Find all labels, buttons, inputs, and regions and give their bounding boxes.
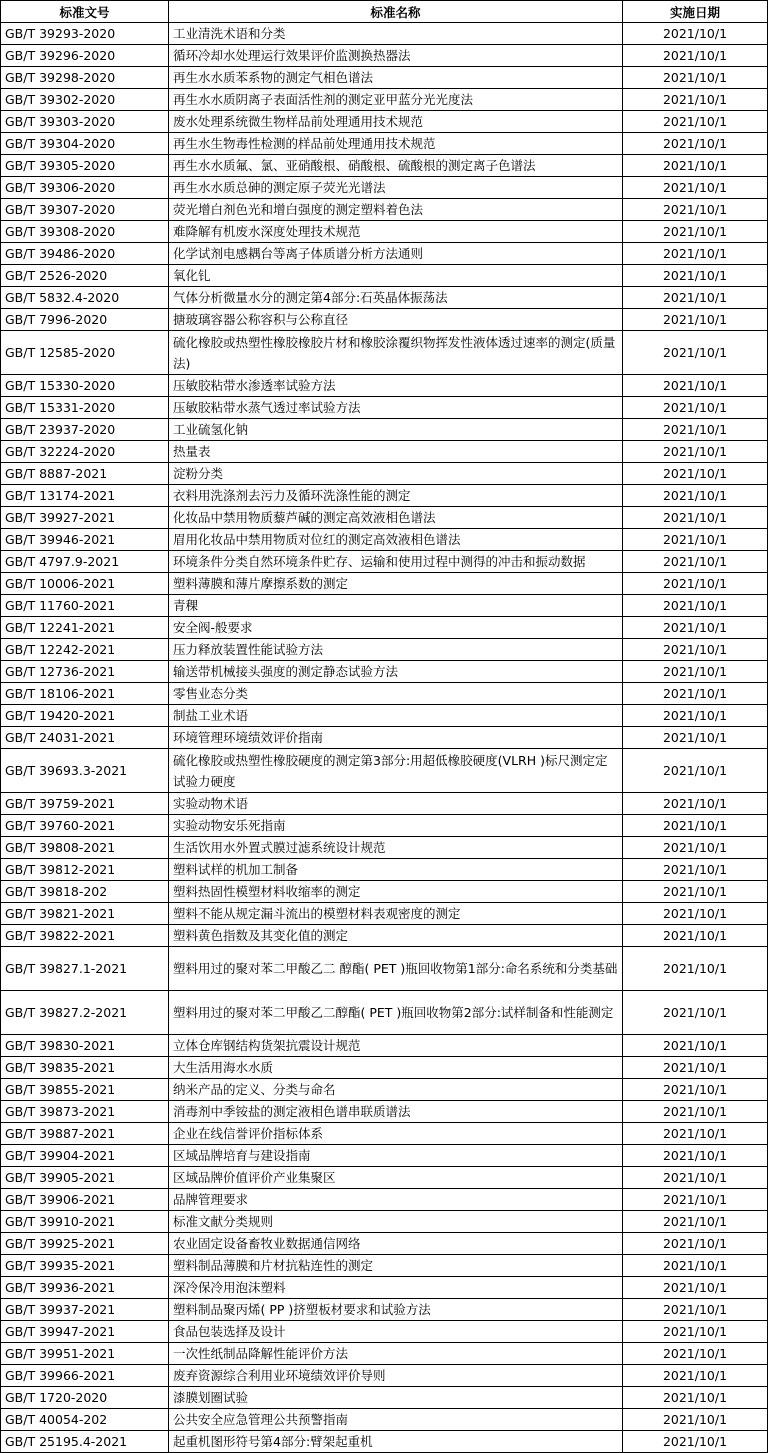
cell-effective-date: 2021/10/1 xyxy=(623,1233,768,1255)
cell-standard-name: 塑料试样的机加工制备 xyxy=(169,859,623,881)
cell-standard-code: GB/T 12736-2021 xyxy=(1,661,169,683)
cell-effective-date: 2021/10/1 xyxy=(623,1101,768,1123)
cell-effective-date: 2021/10/1 xyxy=(623,419,768,441)
cell-standard-name: 制盐工业术语 xyxy=(169,705,623,727)
table-row xyxy=(1,1211,768,1233)
cell-standard-name: 大生活用海水水质 xyxy=(169,1057,623,1079)
cell-standard-code: GB/T 12585-2020 xyxy=(1,331,169,375)
cell-standard-name: 废弃资源综合利用业环境绩效评价导则 xyxy=(169,1365,623,1387)
cell-effective-date: 2021/10/1 xyxy=(623,463,768,485)
cell-effective-date: 2021/10/1 xyxy=(623,155,768,177)
table-row xyxy=(1,1035,768,1057)
cell-standard-code: GB/T 12241-2021 xyxy=(1,617,169,639)
cell-standard-name: 工业硫氢化钠 xyxy=(169,419,623,441)
cell-effective-date: 2021/10/1 xyxy=(623,1321,768,1343)
table-row xyxy=(1,837,768,859)
cell-effective-date: 2021/10/1 xyxy=(623,111,768,133)
cell-standard-code: GB/T 18106-2021 xyxy=(1,683,169,705)
cell-standard-name: 塑料用过的聚对苯二甲酸乙二醇酯( PET )瓶回收物第2部分:试样制备和性能测定 xyxy=(169,991,623,1035)
cell-standard-code: GB/T 39937-2021 xyxy=(1,1299,169,1321)
cell-effective-date: 2021/10/1 xyxy=(623,683,768,705)
cell-effective-date: 2021/10/1 xyxy=(623,925,768,947)
cell-effective-date: 2021/10/1 xyxy=(623,221,768,243)
cell-effective-date: 2021/10/1 xyxy=(623,331,768,375)
table-row xyxy=(1,45,768,67)
cell-effective-date: 2021/10/1 xyxy=(623,243,768,265)
table-row xyxy=(1,903,768,925)
table-row xyxy=(1,463,768,485)
cell-standard-name: 衣料用洗涤剂去污力及循环洗涤性能的测定 xyxy=(169,485,623,507)
cell-effective-date: 2021/10/1 xyxy=(623,89,768,111)
cell-effective-date: 2021/10/1 xyxy=(623,947,768,991)
table-row xyxy=(1,441,768,463)
cell-effective-date: 2021/10/1 xyxy=(623,1123,768,1145)
cell-effective-date: 2021/10/1 xyxy=(623,881,768,903)
cell-standard-code: GB/T 39951-2021 xyxy=(1,1343,169,1365)
cell-standard-code: GB/T 10006-2021 xyxy=(1,573,169,595)
table-row xyxy=(1,551,768,573)
cell-effective-date: 2021/10/1 xyxy=(623,661,768,683)
cell-standard-code: GB/T 39946-2021 xyxy=(1,529,169,551)
cell-standard-code: GB/T 39293-2020 xyxy=(1,23,169,45)
cell-standard-name: 立体仓库钢结构货架抗震设计规范 xyxy=(169,1035,623,1057)
cell-effective-date: 2021/10/1 xyxy=(623,1365,768,1387)
table-row xyxy=(1,639,768,661)
cell-standard-name: 再生水水质氟、氯、亚硝酸根、硝酸根、硫酸根的测定离子色谱法 xyxy=(169,155,623,177)
cell-standard-name: 荧光增白剂色光和增白强度的测定塑料着色法 xyxy=(169,199,623,221)
cell-standard-code: GB/T 39808-2021 xyxy=(1,837,169,859)
table-row xyxy=(1,1321,768,1343)
cell-effective-date: 2021/10/1 xyxy=(623,859,768,881)
cell-effective-date: 2021/10/1 xyxy=(623,375,768,397)
cell-standard-code: GB/T 4797.9-2021 xyxy=(1,551,169,573)
cell-effective-date: 2021/10/1 xyxy=(623,573,768,595)
cell-effective-date: 2021/10/1 xyxy=(623,1079,768,1101)
table-row xyxy=(1,155,768,177)
cell-standard-name: 青稞 xyxy=(169,595,623,617)
table-row xyxy=(1,1101,768,1123)
cell-standard-code: GB/T 39835-2021 xyxy=(1,1057,169,1079)
table-row xyxy=(1,859,768,881)
cell-standard-name: 再生水水质苯系物的测定气相色谱法 xyxy=(169,67,623,89)
table-row xyxy=(1,89,768,111)
cell-standard-name: 纳米产品的定义、分类与命名 xyxy=(169,1079,623,1101)
table-row xyxy=(1,507,768,529)
cell-standard-name: 区域品牌培育与建设指南 xyxy=(169,1145,623,1167)
cell-standard-code: GB/T 39947-2021 xyxy=(1,1321,169,1343)
cell-standard-code: GB/T 39298-2020 xyxy=(1,67,169,89)
cell-standard-code: GB/T 8887-2021 xyxy=(1,463,169,485)
cell-standard-name: 再生水水质总砷的测定原子荧光光谱法 xyxy=(169,177,623,199)
cell-standard-name: 农业固定设备畜牧业数据通信网络 xyxy=(169,1233,623,1255)
cell-standard-code: GB/T 7996-2020 xyxy=(1,309,169,331)
table-row xyxy=(1,705,768,727)
table-row xyxy=(1,1189,768,1211)
cell-standard-code: GB/T 39693.3-2021 xyxy=(1,749,169,793)
table-row xyxy=(1,287,768,309)
table-body xyxy=(1,23,768,1453)
table-row xyxy=(1,133,768,155)
cell-standard-name: 塑料薄膜和薄片摩擦系数的测定 xyxy=(169,573,623,595)
cell-standard-code: GB/T 39830-2021 xyxy=(1,1035,169,1057)
table-row xyxy=(1,1431,768,1453)
cell-standard-code: GB/T 39308-2020 xyxy=(1,221,169,243)
cell-standard-name: 标准文献分类规则 xyxy=(169,1211,623,1233)
cell-effective-date: 2021/10/1 xyxy=(623,309,768,331)
cell-effective-date: 2021/10/1 xyxy=(623,1299,768,1321)
cell-standard-code: GB/T 39307-2020 xyxy=(1,199,169,221)
cell-standard-code: GB/T 39925-2021 xyxy=(1,1233,169,1255)
cell-standard-name: 塑料不能从规定漏斗流出的模塑材料表观密度的测定 xyxy=(169,903,623,925)
cell-standard-name: 塑料热固性模塑材料收缩率的测定 xyxy=(169,881,623,903)
cell-standard-code: GB/T 2526-2020 xyxy=(1,265,169,287)
table-row xyxy=(1,617,768,639)
cell-effective-date: 2021/10/1 xyxy=(623,991,768,1035)
cell-standard-name: 塑料黄色指数及其变化值的测定 xyxy=(169,925,623,947)
cell-effective-date: 2021/10/1 xyxy=(623,903,768,925)
cell-standard-name: 环境条件分类自然环境条件贮存、运输和使用过程中测得的冲击和振动数据 xyxy=(169,551,623,573)
cell-effective-date: 2021/10/1 xyxy=(623,265,768,287)
cell-standard-name: 实验动物术语 xyxy=(169,793,623,815)
cell-standard-name: 难降解有机废水深度处理技术规范 xyxy=(169,221,623,243)
cell-standard-name: 压敏胶粘带水渗透率试验方法 xyxy=(169,375,623,397)
cell-effective-date: 2021/10/1 xyxy=(623,45,768,67)
cell-standard-code: GB/T 39927-2021 xyxy=(1,507,169,529)
cell-effective-date: 2021/10/1 xyxy=(623,837,768,859)
table-row xyxy=(1,221,768,243)
table-row xyxy=(1,1409,768,1431)
cell-standard-code: GB/T 39303-2020 xyxy=(1,111,169,133)
cell-standard-code: GB/T 39759-2021 xyxy=(1,793,169,815)
header-standard-name: 标准名称 xyxy=(169,1,623,23)
cell-standard-code: GB/T 24031-2021 xyxy=(1,727,169,749)
table-row xyxy=(1,529,768,551)
cell-effective-date: 2021/10/1 xyxy=(623,199,768,221)
cell-effective-date: 2021/10/1 xyxy=(623,595,768,617)
cell-effective-date: 2021/10/1 xyxy=(623,1387,768,1409)
table-row xyxy=(1,1387,768,1409)
table-row xyxy=(1,1233,768,1255)
cell-standard-code: GB/T 25195.4-2021 xyxy=(1,1431,169,1453)
cell-standard-name: 废水处理系统微生物样品前处理通用技术规范 xyxy=(169,111,623,133)
cell-standard-name: 淀粉分类 xyxy=(169,463,623,485)
table-header xyxy=(1,1,768,23)
cell-standard-name: 深冷保冷用泡沫塑料 xyxy=(169,1277,623,1299)
cell-standard-code: GB/T 39887-2021 xyxy=(1,1123,169,1145)
table-row xyxy=(1,595,768,617)
cell-standard-name: 安全阀-般要求 xyxy=(169,617,623,639)
cell-standard-name: 品牌管理要求 xyxy=(169,1189,623,1211)
header-row xyxy=(1,1,768,23)
table-row xyxy=(1,23,768,45)
cell-standard-name: 搪玻璃容器公称容积与公称直径 xyxy=(169,309,623,331)
cell-standard-name: 实验动物安乐死指南 xyxy=(169,815,623,837)
cell-standard-name: 塑料制品聚丙烯( PP )挤塑板材要求和试验方法 xyxy=(169,1299,623,1321)
cell-standard-code: GB/T 1720-2020 xyxy=(1,1387,169,1409)
cell-standard-code: GB/T 39296-2020 xyxy=(1,45,169,67)
cell-standard-name: 氧化钆 xyxy=(169,265,623,287)
cell-standard-code: GB/T 11760-2021 xyxy=(1,595,169,617)
cell-standard-name: 区域品牌价值评价产业集聚区 xyxy=(169,1167,623,1189)
table-row xyxy=(1,1145,768,1167)
cell-effective-date: 2021/10/1 xyxy=(623,1255,768,1277)
table-row xyxy=(1,727,768,749)
header-effective-date: 实施日期 xyxy=(623,1,768,23)
cell-effective-date: 2021/10/1 xyxy=(623,1189,768,1211)
cell-standard-name: 环境管理环境绩效评价指南 xyxy=(169,727,623,749)
cell-standard-code: GB/T 39905-2021 xyxy=(1,1167,169,1189)
table-row xyxy=(1,199,768,221)
cell-effective-date: 2021/10/1 xyxy=(623,551,768,573)
cell-effective-date: 2021/10/1 xyxy=(623,397,768,419)
cell-standard-name: 眉用化妆品中禁用物质对位红的测定高效液相色谱法 xyxy=(169,529,623,551)
cell-effective-date: 2021/10/1 xyxy=(623,1167,768,1189)
cell-effective-date: 2021/10/1 xyxy=(623,1431,768,1453)
cell-standard-name: 食品包装选择及设计 xyxy=(169,1321,623,1343)
cell-standard-code: GB/T 39904-2021 xyxy=(1,1145,169,1167)
cell-standard-code: GB/T 39306-2020 xyxy=(1,177,169,199)
cell-standard-name: 工业清洗术语和分类 xyxy=(169,23,623,45)
table-row xyxy=(1,1299,768,1321)
cell-standard-code: GB/T 39966-2021 xyxy=(1,1365,169,1387)
table-row xyxy=(1,331,768,375)
table-row xyxy=(1,485,768,507)
cell-standard-name: 硫化橡胶或热塑性橡胶橡胶片材和橡胶涂覆织物挥发性液体透过速率的测定(质量法) xyxy=(169,331,623,375)
cell-effective-date: 2021/10/1 xyxy=(623,1409,768,1431)
table-row xyxy=(1,793,768,815)
cell-standard-name: 循环冷却水处理运行效果评价监测换热器法 xyxy=(169,45,623,67)
table-row xyxy=(1,1343,768,1365)
cell-effective-date: 2021/10/1 xyxy=(623,793,768,815)
table-row xyxy=(1,1277,768,1299)
table-row xyxy=(1,265,768,287)
cell-effective-date: 2021/10/1 xyxy=(623,485,768,507)
cell-standard-code: GB/T 32224-2020 xyxy=(1,441,169,463)
table-row xyxy=(1,947,768,991)
cell-standard-code: GB/T 5832.4-2020 xyxy=(1,287,169,309)
table-row xyxy=(1,815,768,837)
cell-effective-date: 2021/10/1 xyxy=(623,507,768,529)
cell-effective-date: 2021/10/1 xyxy=(623,1057,768,1079)
cell-standard-name: 塑料制品薄膜和片材抗粘连性的测定 xyxy=(169,1255,623,1277)
cell-effective-date: 2021/10/1 xyxy=(623,67,768,89)
cell-standard-name: 公共安全应急管理公共预警指南 xyxy=(169,1409,623,1431)
cell-standard-name: 再生水生物毒性检测的样品前处理通用技术规范 xyxy=(169,133,623,155)
table-row xyxy=(1,1167,768,1189)
table-row xyxy=(1,419,768,441)
table-row xyxy=(1,309,768,331)
table-row xyxy=(1,67,768,89)
cell-effective-date: 2021/10/1 xyxy=(623,1145,768,1167)
cell-standard-code: GB/T 39302-2020 xyxy=(1,89,169,111)
cell-effective-date: 2021/10/1 xyxy=(623,287,768,309)
cell-standard-name: 气体分析微量水分的测定第4部分:石英晶体振荡法 xyxy=(169,287,623,309)
cell-standard-name: 零售业态分类 xyxy=(169,683,623,705)
cell-standard-code: GB/T 23937-2020 xyxy=(1,419,169,441)
table-row xyxy=(1,397,768,419)
cell-effective-date: 2021/10/1 xyxy=(623,441,768,463)
cell-standard-code: GB/T 39873-2021 xyxy=(1,1101,169,1123)
table-row xyxy=(1,375,768,397)
table-row xyxy=(1,1079,768,1101)
cell-standard-code: GB/T 39812-2021 xyxy=(1,859,169,881)
cell-standard-code: GB/T 39936-2021 xyxy=(1,1277,169,1299)
table-row xyxy=(1,683,768,705)
header-standard-code: 标准文号 xyxy=(1,1,169,23)
cell-standard-code: GB/T 12242-2021 xyxy=(1,639,169,661)
cell-standard-code: GB/T 19420-2021 xyxy=(1,705,169,727)
cell-effective-date: 2021/10/1 xyxy=(623,617,768,639)
table-row xyxy=(1,111,768,133)
cell-standard-code: GB/T 39304-2020 xyxy=(1,133,169,155)
cell-standard-name: 硫化橡胶或热塑性橡胶硬度的测定第3部分:用超低橡胶硬度(VLRH )标尺测定定试验力硬度 xyxy=(169,749,623,793)
cell-effective-date: 2021/10/1 xyxy=(623,23,768,45)
cell-effective-date: 2021/10/1 xyxy=(623,749,768,793)
cell-effective-date: 2021/10/1 xyxy=(623,1277,768,1299)
cell-effective-date: 2021/10/1 xyxy=(623,133,768,155)
cell-standard-code: GB/T 39822-2021 xyxy=(1,925,169,947)
cell-effective-date: 2021/10/1 xyxy=(623,1343,768,1365)
cell-standard-code: GB/T 39821-2021 xyxy=(1,903,169,925)
cell-standard-name: 企业在线信誉评价指标体系 xyxy=(169,1123,623,1145)
cell-standard-code: GB/T 39827.1-2021 xyxy=(1,947,169,991)
table-row xyxy=(1,749,768,793)
cell-standard-code: GB/T 39906-2021 xyxy=(1,1189,169,1211)
table-row xyxy=(1,1123,768,1145)
cell-effective-date: 2021/10/1 xyxy=(623,639,768,661)
cell-standard-name: 消毒剂中季铵盐的测定液相色谱串联质谱法 xyxy=(169,1101,623,1123)
cell-effective-date: 2021/10/1 xyxy=(623,815,768,837)
table-row xyxy=(1,991,768,1035)
cell-standard-name: 一次性纸制品降解性能评价方法 xyxy=(169,1343,623,1365)
cell-standard-name: 压力释放装置性能试验方法 xyxy=(169,639,623,661)
table-row xyxy=(1,1255,768,1277)
cell-standard-code: GB/T 15330-2020 xyxy=(1,375,169,397)
table-row xyxy=(1,243,768,265)
cell-standard-code: GB/T 39305-2020 xyxy=(1,155,169,177)
cell-effective-date: 2021/10/1 xyxy=(623,1211,768,1233)
table-row xyxy=(1,1365,768,1387)
cell-standard-name: 热量表 xyxy=(169,441,623,463)
cell-standard-code: GB/T 39818-202 xyxy=(1,881,169,903)
cell-standard-code: GB/T 39760-2021 xyxy=(1,815,169,837)
cell-standard-code: GB/T 39935-2021 xyxy=(1,1255,169,1277)
table-row xyxy=(1,925,768,947)
cell-effective-date: 2021/10/1 xyxy=(623,705,768,727)
table-row xyxy=(1,177,768,199)
cell-standard-code: GB/T 39827.2-2021 xyxy=(1,991,169,1035)
cell-standard-code: GB/T 39855-2021 xyxy=(1,1079,169,1101)
cell-standard-name: 起重机图形符号第4部分:臂架起重机 xyxy=(169,1431,623,1453)
cell-standard-code: GB/T 40054-202 xyxy=(1,1409,169,1431)
cell-standard-code: GB/T 39910-2021 xyxy=(1,1211,169,1233)
cell-standard-code: GB/T 15331-2020 xyxy=(1,397,169,419)
cell-standard-name: 再生水水质阴离子表面活性剂的测定亚甲蓝分光光度法 xyxy=(169,89,623,111)
cell-standard-name: 化学试剂电感耦台等离子体质谱分析方法通则 xyxy=(169,243,623,265)
cell-effective-date: 2021/10/1 xyxy=(623,1035,768,1057)
cell-standard-name: 生活饮用水外置式膜过滤系统设计规范 xyxy=(169,837,623,859)
cell-standard-name: 塑料用过的聚对苯二甲酸乙二 醇酯( PET )瓶回收物第1部分:命名系统和分类基础 xyxy=(169,947,623,991)
cell-standard-name: 漆膜划圈试验 xyxy=(169,1387,623,1409)
cell-effective-date: 2021/10/1 xyxy=(623,529,768,551)
cell-standard-name: 化妆品中禁用物质藜芦碱的测定高效液相色谱法 xyxy=(169,507,623,529)
cell-standard-code: GB/T 39486-2020 xyxy=(1,243,169,265)
table-row xyxy=(1,661,768,683)
cell-standard-name: 压敏胶粘带水蒸气透过率试验方法 xyxy=(169,397,623,419)
table-row xyxy=(1,881,768,903)
table-row xyxy=(1,1057,768,1079)
cell-standard-name: 输送带机械接头强度的测定静态试验方法 xyxy=(169,661,623,683)
cell-effective-date: 2021/10/1 xyxy=(623,177,768,199)
cell-standard-code: GB/T 13174-2021 xyxy=(1,485,169,507)
cell-effective-date: 2021/10/1 xyxy=(623,727,768,749)
table-row xyxy=(1,573,768,595)
